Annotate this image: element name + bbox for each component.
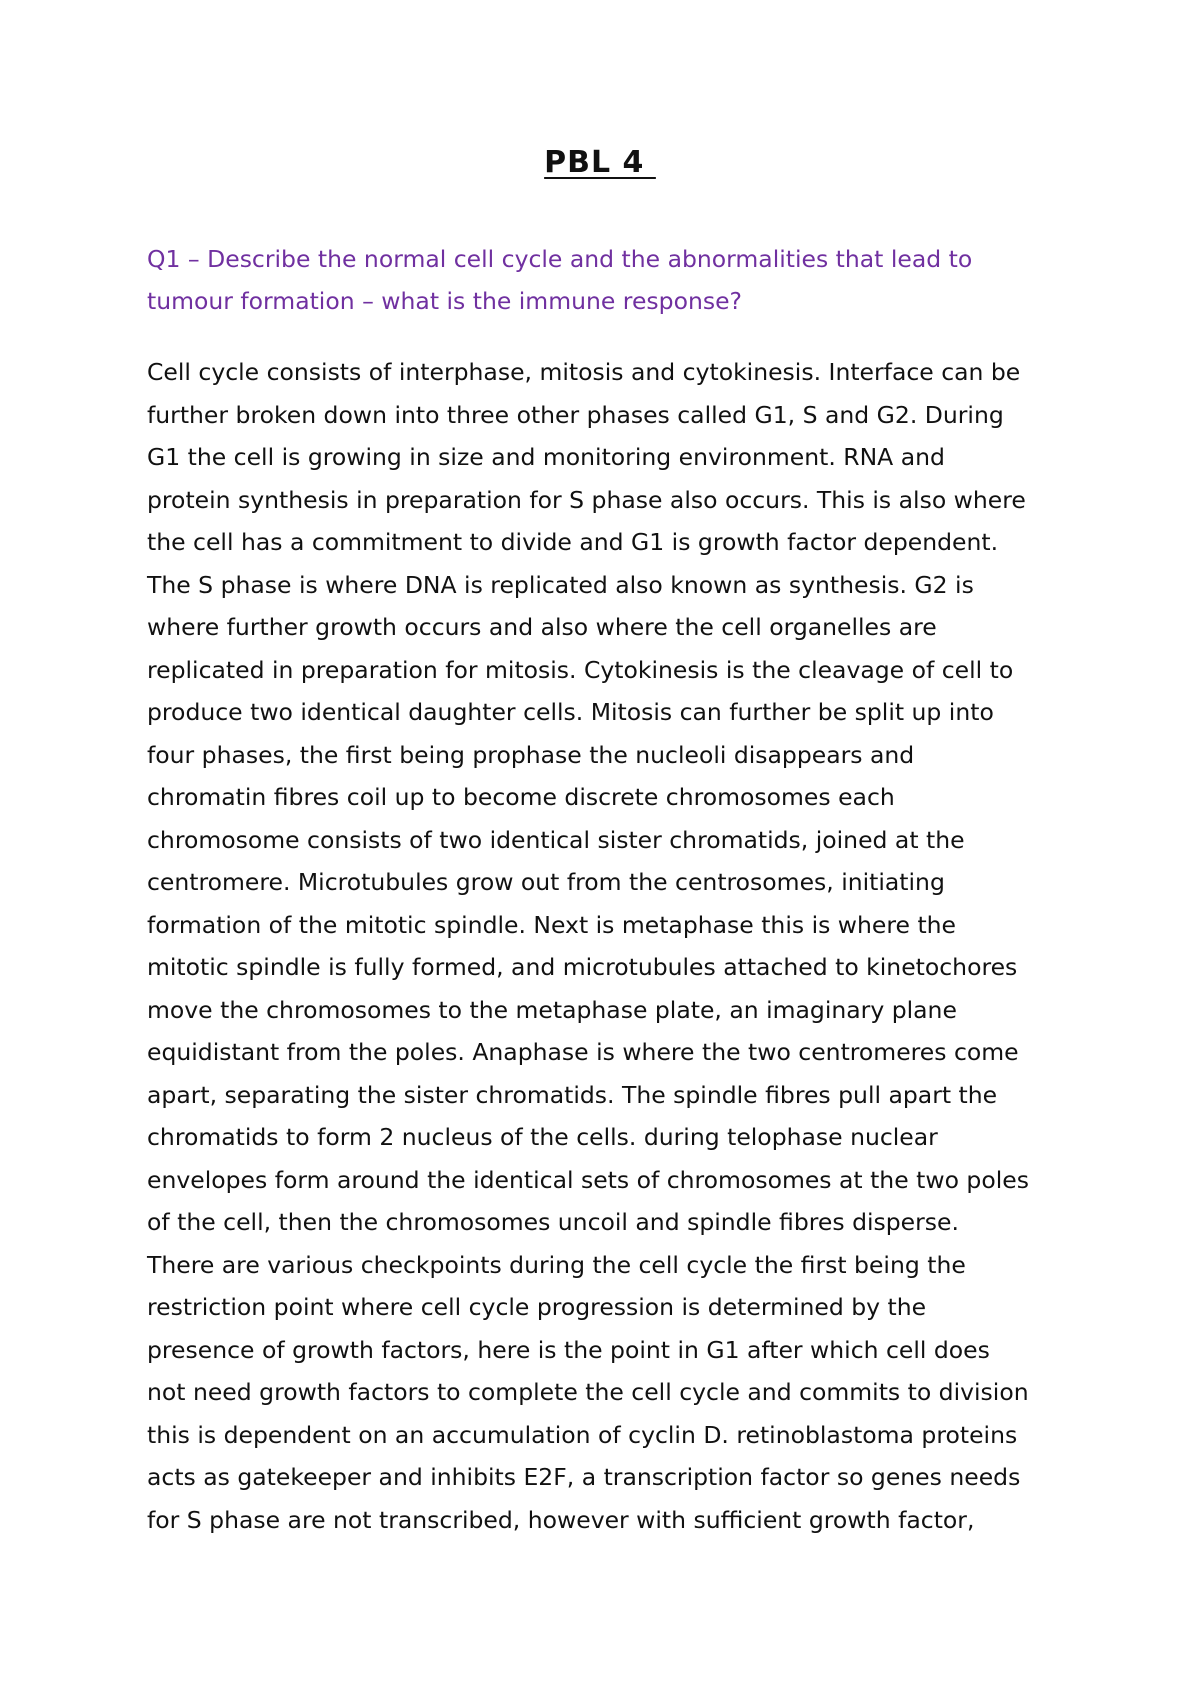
body-line: envelopes form around the identical sets of chromosomes at the two poles	[147, 1165, 1029, 1194]
page-title	[0, 143, 1200, 183]
body-line: G1 the cell is growing in size and monitoring environment. RNA and	[147, 443, 945, 471]
body-line: formation of the mitotic spindle. Next is metaphase this is where the	[147, 910, 957, 939]
body-line: the cell has a commitment to divide and G1 is growth factor dependent.	[147, 528, 999, 556]
body-line: of the cell, then the chromosomes uncoil and spindle fibres disperse.	[147, 1208, 959, 1236]
question-heading	[147, 238, 1067, 322]
body-line: for S phase are not transcribed, however with sufficient growth factor,	[147, 1505, 975, 1534]
body-line: four phases, the first being prophase the nucleoli disappears and	[147, 740, 915, 769]
body-line: this is dependent on an accumulation of cyclin D. retinoblastoma proteins	[147, 1420, 1018, 1449]
body-line: chromatids to form 2 nucleus of the cells. during telophase nuclear	[147, 1123, 938, 1151]
body-line: where further growth occurs and also where the cell organelles are	[147, 613, 937, 641]
body-line: restriction point where cell cycle progression is determined by the	[147, 1293, 927, 1321]
body-line: protein synthesis in preparation for S phase also occurs. This is also where	[147, 485, 1026, 514]
body-line: produce two identical daughter cells. Mitosis can further be split up into	[147, 698, 994, 726]
question-line: Q1 – Describe the normal cell cycle and the abnormalities that lead to	[147, 245, 973, 273]
body-line: acts as gatekeeper and inhibits E2F, a transcription factor so genes needs	[147, 1463, 1021, 1491]
body-line: move the chromosomes to the metaphase plate, an imaginary plane	[147, 995, 957, 1024]
body-line: replicated in preparation for mitosis. Cytokinesis is the cleavage of cell to	[147, 655, 1014, 684]
body-paragraph	[147, 351, 1077, 1541]
body-line: The S phase is where DNA is replicated also known as synthesis. G2 is	[147, 570, 974, 599]
body-line: Cell cycle consists of interphase, mitosis and cytokinesis. Interface can be	[147, 358, 1021, 386]
body-line: apart, separating the sister chromatids. The spindle fibres pull apart the	[147, 1080, 998, 1109]
body-line: chromosome consists of two identical sister chromatids, joined at the	[147, 825, 965, 854]
question-line: tumour formation – what is the immune response?	[147, 287, 743, 315]
body-line: further broken down into three other phases called G1, S and G2. During	[147, 400, 1004, 429]
body-line: centromere. Microtubules grow out from the centrosomes, initiating	[147, 868, 945, 896]
body-line: There are various checkpoints during the cell cycle the first being the	[147, 1250, 966, 1279]
body-line: chromatin fibres coil up to become discrete chromosomes each	[147, 783, 895, 811]
body-line: not need growth factors to complete the cell cycle and commits to division	[147, 1378, 1029, 1406]
page-title-text: PBL 4	[544, 145, 656, 180]
body-line: equidistant from the poles. Anaphase is where the two centromeres come	[147, 1038, 1019, 1066]
body-line: mitotic spindle is fully formed, and microtubules attached to kinetochores	[147, 953, 1018, 981]
body-line: presence of growth factors, here is the point in G1 after which cell does	[147, 1335, 990, 1364]
